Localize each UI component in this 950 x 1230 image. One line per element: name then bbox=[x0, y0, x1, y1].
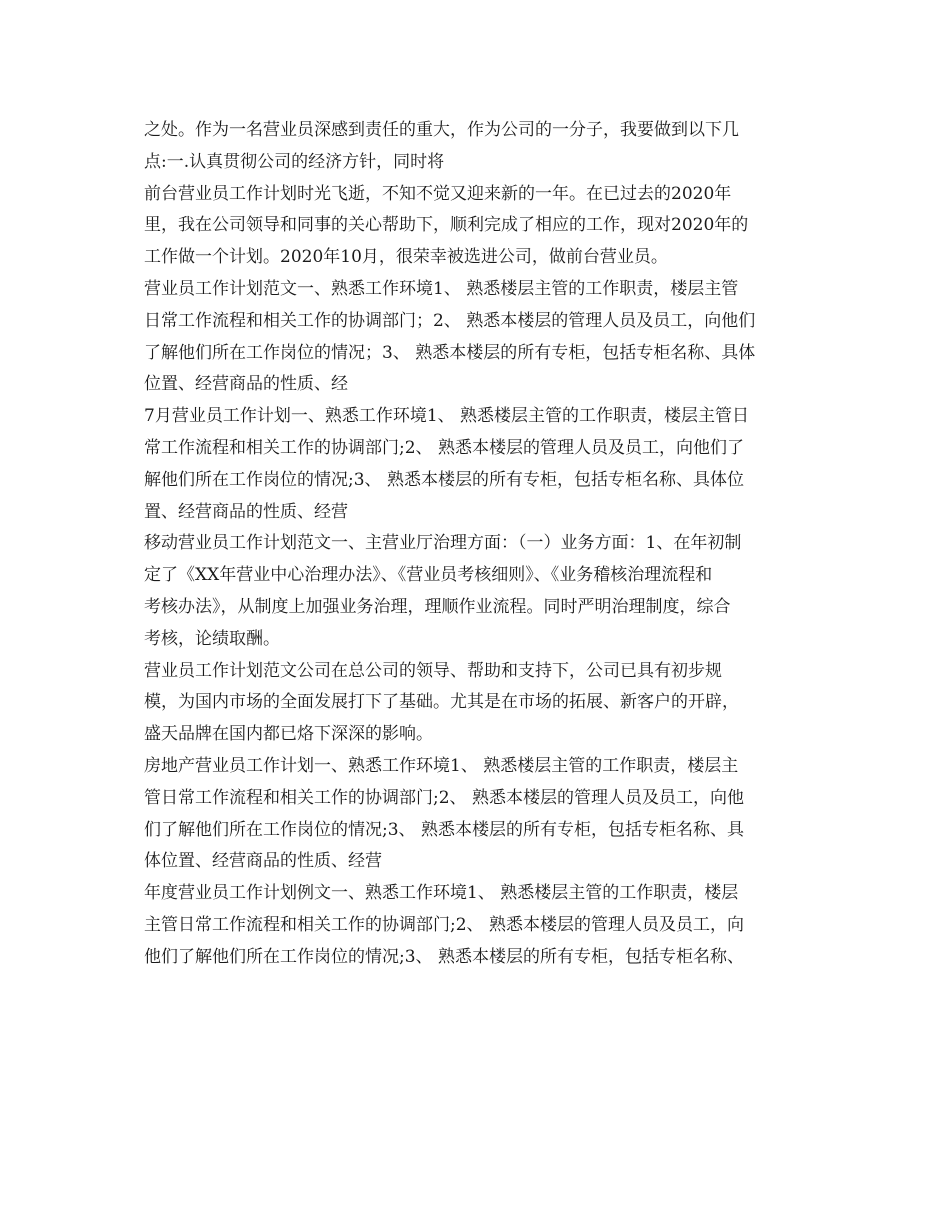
text-line: 置、经营商品的性质、经营 bbox=[144, 501, 348, 522]
text-line: 7月营业员工作计划一、熟悉工作环境1、 熟悉楼层主管的工作职责，楼层主管日 bbox=[144, 406, 750, 427]
text-line: 们了解他们所在工作岗位的情况;3、 熟悉本楼层的所有专柜，包括专柜名称、具 bbox=[144, 819, 744, 840]
text-line: 位置、经营商品的性质、经 bbox=[144, 374, 348, 395]
text-line: 工作做一个计划。2020年10月，很荣幸被选进公司，做前台营业员。 bbox=[144, 247, 668, 268]
text-line: 营业员工作计划范文一、熟悉工作环境1、 熟悉楼层主管的工作职责，楼层主管 bbox=[144, 278, 739, 299]
text-line: 营业员工作计划范文公司在总公司的领导、帮助和支持下，公司已具有初步规 bbox=[144, 660, 722, 681]
text-line: 定了《XX年营业中心治理办法》、《营业员考核细则》、《业务稽核治理流程和 bbox=[144, 565, 713, 586]
text-line: 之处。作为一名营业员深感到责任的重大，作为公司的一分子，我要做到以下几 bbox=[144, 120, 739, 140]
text-line: 体位置、经营商品的性质、经营 bbox=[144, 851, 382, 872]
text-line: 日常工作流程和相关工作的协调部门；2、 熟悉本楼层的管理人员及员工，向他们 bbox=[144, 310, 756, 331]
text-line: 里，我在公司领导和同事的关心帮助下，顺利完成了相应的工作，现对2020年的 bbox=[144, 215, 749, 236]
text-line: 常工作流程和相关工作的协调部门;2、 熟悉本楼层的管理人员及员工，向他们了 bbox=[144, 437, 744, 458]
document-body bbox=[144, 115, 844, 974]
text-line: 房地产营业员工作计划一、熟悉工作环境1、 熟悉楼层主管的工作职责，楼层主 bbox=[144, 755, 739, 776]
text-line: 模，为国内市场的全面发展打下了基础。尤其是在市场的拓展、新客户的开辟， bbox=[144, 692, 739, 713]
text-line: 盛天品牌在国内都已烙下深深的影响。 bbox=[144, 724, 433, 745]
text-line: 考核，论绩取酬。 bbox=[144, 628, 280, 649]
text-line: 解他们所在工作岗位的情况;3、 熟悉本楼层的所有专柜，包括专柜名称、具体位 bbox=[144, 469, 744, 490]
text-line: 移动营业员工作计划范文一、主营业厅治理方面：（一）业务方面：1、在年初制 bbox=[144, 533, 742, 554]
text-line: 年度营业员工作计划例文一、熟悉工作环境1、 熟悉楼层主管的工作职责，楼层 bbox=[144, 883, 739, 904]
text-line: 前台营业员工作计划时光飞逝，不知不觉又迎来新的一年。在已过去的2020年 bbox=[144, 183, 732, 204]
text-line: 主管日常工作流程和相关工作的协调部门;2、 熟悉本楼层的管理人员及员工，向 bbox=[144, 914, 744, 935]
text-line: 点:一.认真贯彻公司的经济方针，同时将 bbox=[144, 151, 445, 172]
text-line: 了解他们所在工作岗位的情况；3、 熟悉本楼层的所有专柜，包括专柜名称、具体 bbox=[144, 342, 756, 363]
text-line: 考核办法》，从制度上加强业务治理，理顺作业流程。同时严明治理制度，综合 bbox=[144, 596, 731, 617]
text-line: 他们了解他们所在工作岗位的情况;3、 熟悉本楼层的所有专柜，包括专柜名称、 bbox=[144, 946, 744, 967]
text-line: 管日常工作流程和相关工作的协调部门;2、 熟悉本楼层的管理人员及员工，向他 bbox=[144, 787, 744, 808]
